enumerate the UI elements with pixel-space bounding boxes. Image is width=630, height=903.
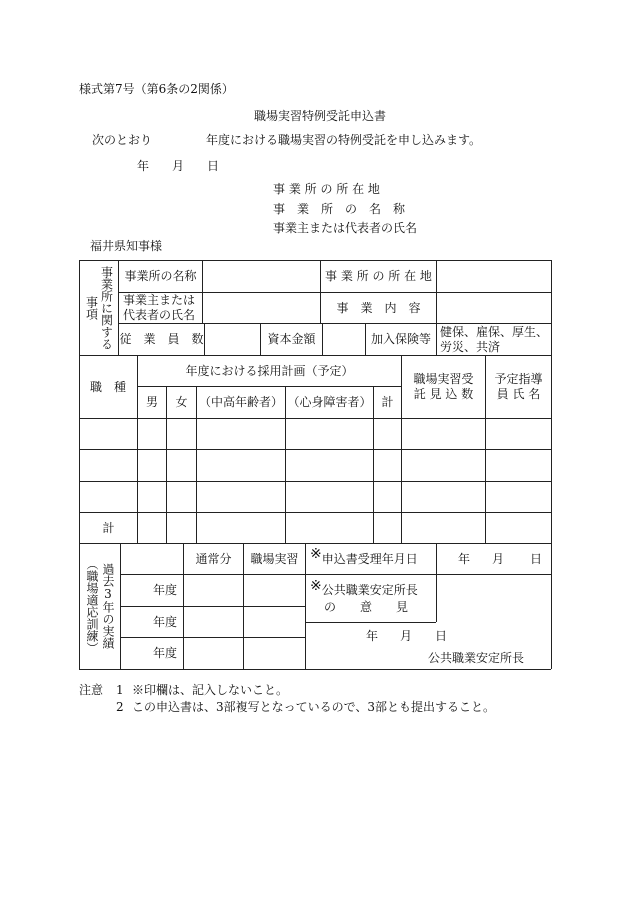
- capital-label-cell: 資本金額: [267, 332, 316, 346]
- insurance-value-line1: 健保、雇保、厚生、: [440, 324, 549, 339]
- office-director: 公共職業安定所長: [428, 651, 525, 665]
- kome-mark: ※: [310, 578, 322, 595]
- year-label-1: 年度: [152, 583, 177, 597]
- receipt-day: 日: [530, 552, 543, 566]
- receipt-month: 月: [492, 552, 505, 566]
- elderly-label: （中高年齢者）: [198, 395, 283, 409]
- notes-heading: 注意: [79, 683, 104, 697]
- sign-month: 月: [400, 629, 413, 643]
- consignment-label-line1: 職場実習受: [413, 372, 474, 386]
- business-label-cell: 事 業 内 容: [336, 300, 421, 315]
- year-label-2: 年度: [152, 614, 177, 629]
- note2-text: この申込書は、3部複写となっているので、3部とも提出すること。: [132, 700, 496, 714]
- year-label-3: 年度: [152, 646, 177, 660]
- note1-number: 1: [116, 683, 124, 697]
- date-day: 日: [207, 159, 220, 173]
- office-name-label-cell: 事業所の名称: [124, 269, 197, 283]
- owner-name-field[interactable]: [203, 293, 320, 323]
- insurance-label-cell: 加入保険等: [370, 332, 431, 346]
- note2-number: 2: [116, 700, 124, 714]
- plan-label: 年度における採用計画（予定）: [185, 363, 354, 378]
- sign-year: 年: [366, 629, 379, 643]
- page-title: 職場実習特例受託申込書: [254, 109, 387, 123]
- employees-field[interactable]: [205, 324, 260, 355]
- employees-label-cell: 従 業 員 数: [119, 332, 204, 346]
- subtotal-label: 計: [381, 395, 394, 409]
- practice-label: 職場実習: [250, 551, 299, 566]
- history-group-sub: （職場適応訓練）: [85, 558, 99, 654]
- sign-day: 日: [435, 629, 448, 643]
- female-label: 女: [175, 395, 188, 409]
- office-name-label: 事 業 所 の 名 称: [273, 202, 406, 216]
- business-field[interactable]: [437, 293, 551, 323]
- receipt-year: 年: [458, 552, 471, 566]
- plan-total-label: 計: [102, 520, 115, 535]
- intro-text: 年度における職場実習の特例受託を申し込みます。: [206, 133, 482, 147]
- instructor-label: [486, 356, 551, 418]
- receipt-date-label: [306, 544, 436, 574]
- instructor-label-line2: 員 氏 名: [496, 387, 541, 401]
- owner-label-line2: 代表者の氏名: [123, 308, 196, 322]
- office-group-label: 事業所に関する事項: [84, 266, 114, 350]
- addressee: 福井県知事様: [90, 239, 163, 253]
- male-label: 男: [145, 395, 158, 409]
- date-month: 月: [172, 159, 185, 173]
- disabled-label: （心身障害者）: [287, 395, 372, 409]
- insurance-value-line2: 労災、共済: [440, 339, 501, 354]
- director-opinion-field[interactable]: [437, 575, 551, 622]
- office-location-field[interactable]: [437, 261, 551, 292]
- consignment-label-line2: 託 見 込 数: [413, 387, 474, 401]
- director-opinion-line2: の 意 見: [324, 599, 409, 614]
- date-year: 年: [137, 159, 150, 173]
- history-group-label: [79, 546, 120, 666]
- kome-mark: ※: [310, 546, 322, 563]
- plan-row[interactable]: [80, 419, 137, 449]
- office-name-field[interactable]: [203, 261, 320, 292]
- director-label-text: 公共職業安定所長: [321, 583, 418, 598]
- history-group-main: 過去3年の実績: [101, 563, 115, 649]
- intro-prefix: 次のとおり: [92, 133, 153, 147]
- director-opinion-line1: [310, 578, 418, 600]
- plan-row[interactable]: [80, 482, 137, 512]
- office-location-label: 事 業 所 の 所 在 地: [273, 182, 380, 196]
- regular-label: 通常分: [195, 551, 232, 566]
- form-number: 様式第7号（第6条の2関係）: [79, 82, 234, 96]
- receipt-date-text: 申込書受理年月日: [321, 551, 418, 566]
- office-location-label-cell: 事 業 所 の 所 在 地: [325, 269, 432, 283]
- director-opinion-label: [306, 575, 436, 622]
- plan-row[interactable]: [80, 450, 137, 481]
- owner-label-cell: [119, 293, 202, 323]
- capital-field[interactable]: [323, 324, 365, 355]
- job-type-label: 職 種: [89, 379, 126, 394]
- representative-label: 事業主または代表者の氏名: [273, 221, 418, 235]
- insurance-value-cell[interactable]: [437, 324, 551, 355]
- instructor-label-line1: 予定指導: [494, 372, 543, 386]
- note1-text: ※印欄は、記入しないこと。: [132, 683, 289, 697]
- consignment-label: [402, 356, 485, 418]
- owner-label-line1: 事業主または: [123, 293, 196, 307]
